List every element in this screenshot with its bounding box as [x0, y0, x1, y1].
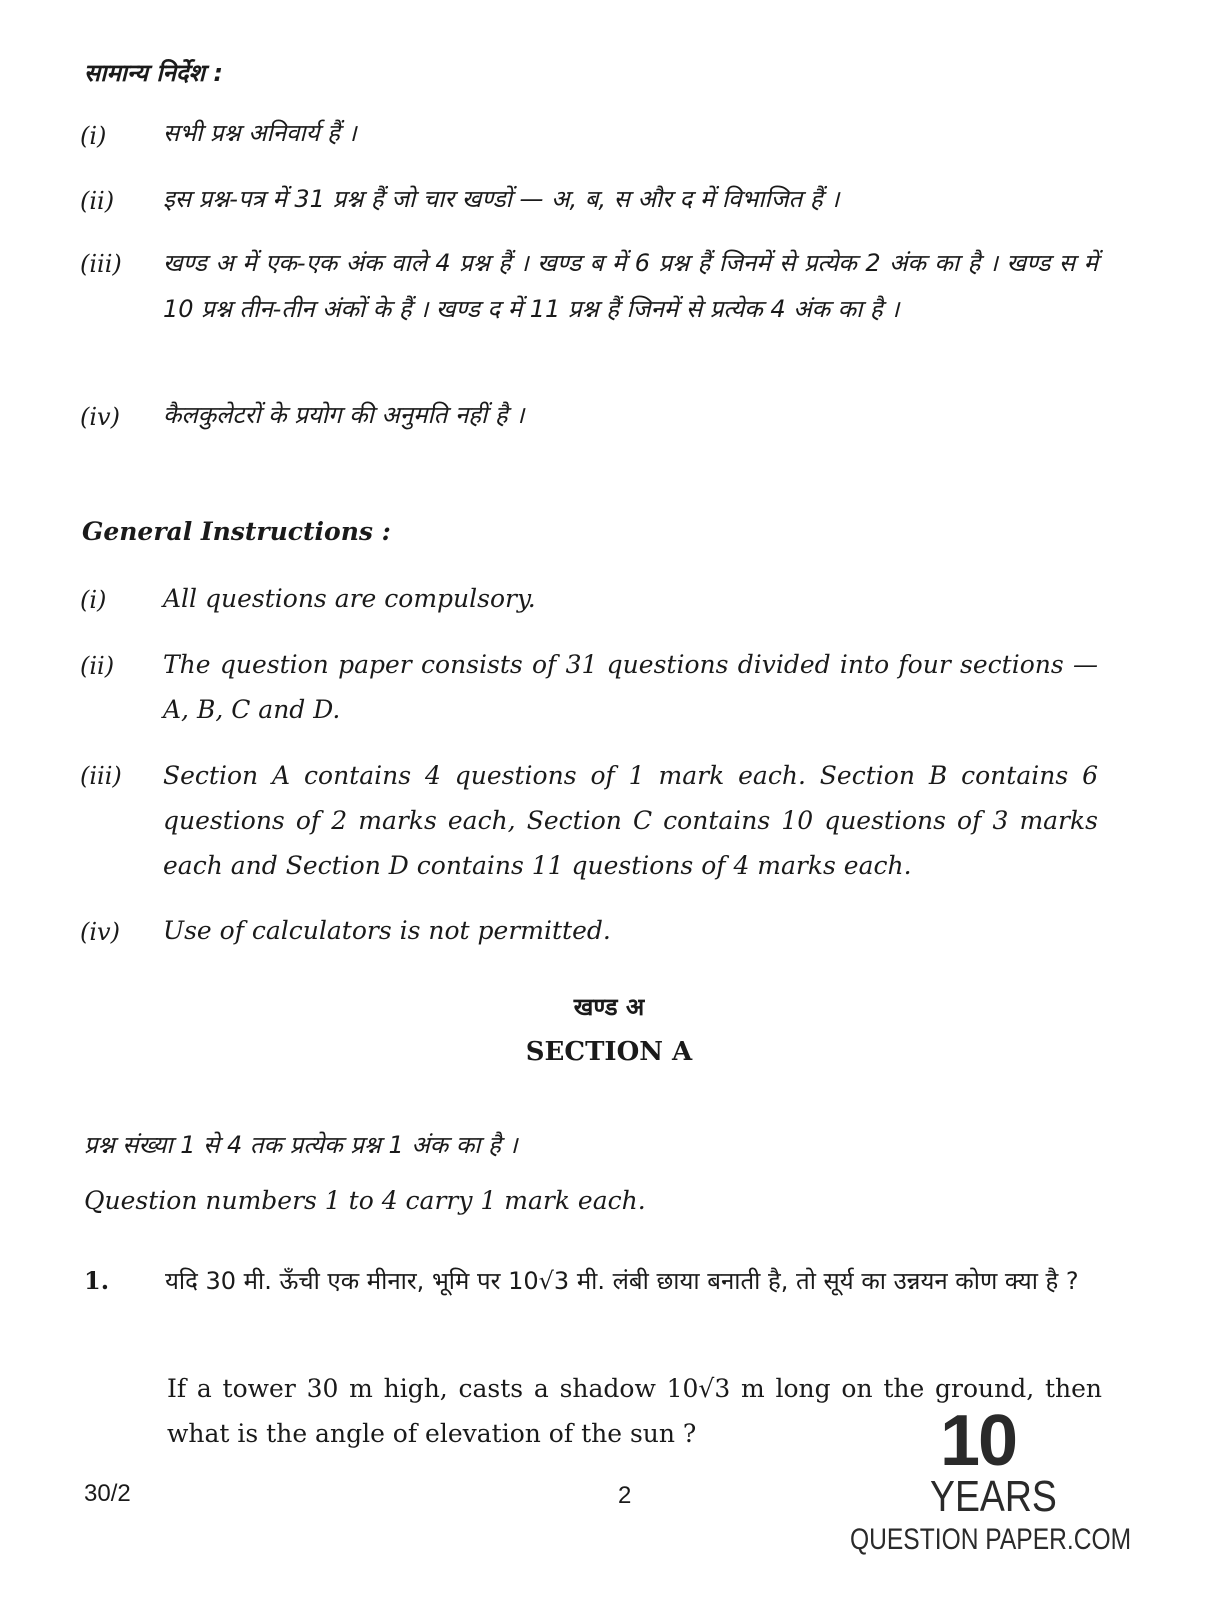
general-instructions-heading: General Instructions : [82, 517, 391, 546]
english-item-number: (i) [80, 586, 107, 614]
english-item-number: (ii) [80, 652, 115, 680]
question-number: 1. [84, 1266, 110, 1295]
hindi-item-text: सभी प्रश्न अनिवार्य हैं । [163, 119, 357, 147]
question-text-english: If a tower 30 m high, casts a shadow 10√3 m long on the ground, then what is the angle of elevation of the sun ? [167, 1374, 1102, 1448]
hindi-item-number: (iv) [80, 403, 120, 431]
hindi-item-number: (ii) [80, 187, 115, 215]
english-item-number: (iii) [80, 762, 122, 790]
english-item-text: Section A contains 4 questions of 1 mark each. Section B contains 6 questions of 2 marks each, Section C contains 10 questions of 3 marks each and Section D contains 11 questions of 4 marks each. [163, 761, 1098, 880]
logo-site-name: QUESTION PAPER.COM [850, 1523, 1132, 1556]
hindi-item-text: इस प्रश्न-पत्र में 31 प्रश्न हैं जो चार खण्डों — अ, ब, स और द में विभाजित हैं । [163, 185, 840, 213]
marks-note-english: Question numbers 1 to 4 carry 1 mark each. [84, 1186, 646, 1215]
hindi-item-number: (iii) [80, 250, 122, 278]
english-item-text: The question paper consists of 31 questions divided into four sections —A, B, C and D. [163, 650, 1098, 724]
hindi-item-number: (i) [80, 122, 107, 150]
question-text-hindi: यदि 30 मी. ऊँची एक मीनार, भूमि पर 10√3 मी. लंबी छाया बनाती है, तो सूर्य का उन्नयन कोण क्या है ? [165, 1267, 1079, 1295]
hindi-item-text: खण्ड अ में एक-एक अंक वाले 4 प्रश्न हैं । खण्ड ब में 6 प्रश्न हैं जिनमें से प्रत्येक 2 अंक का है । खण्ड स में 10 प्रश्न तीन-तीन अंकों के हैं । खण्ड द में 11 प्रश्न हैं जिनमें से प्रत्येक 4 अंक का है । [163, 249, 1098, 323]
paper-code: 30/2 [84, 1480, 131, 1507]
marks-note-hindi: प्रश्न संख्या 1 से 4 तक प्रत्येक प्रश्न 1 अंक का है । [84, 1131, 518, 1159]
page-number: 2 [618, 1482, 632, 1509]
logo-number: 10 [940, 1401, 1017, 1481]
english-item-text: Use of calculators is not permitted. [163, 916, 611, 945]
logo-years: YEARS [930, 1472, 1057, 1521]
hindi-item-text: कैलकुलेटरों के प्रयोग की अनुमति नहीं है । [163, 401, 525, 429]
english-item-text: All questions are compulsory. [163, 584, 536, 613]
section-title-english: SECTION A [525, 1037, 693, 1067]
hindi-instructions-heading: सामान्य निर्देश : [84, 59, 223, 87]
section-title-hindi: खण्ड अ [573, 993, 645, 1021]
english-item-number: (iv) [80, 918, 120, 946]
site-logo [850, 1401, 1140, 1595]
